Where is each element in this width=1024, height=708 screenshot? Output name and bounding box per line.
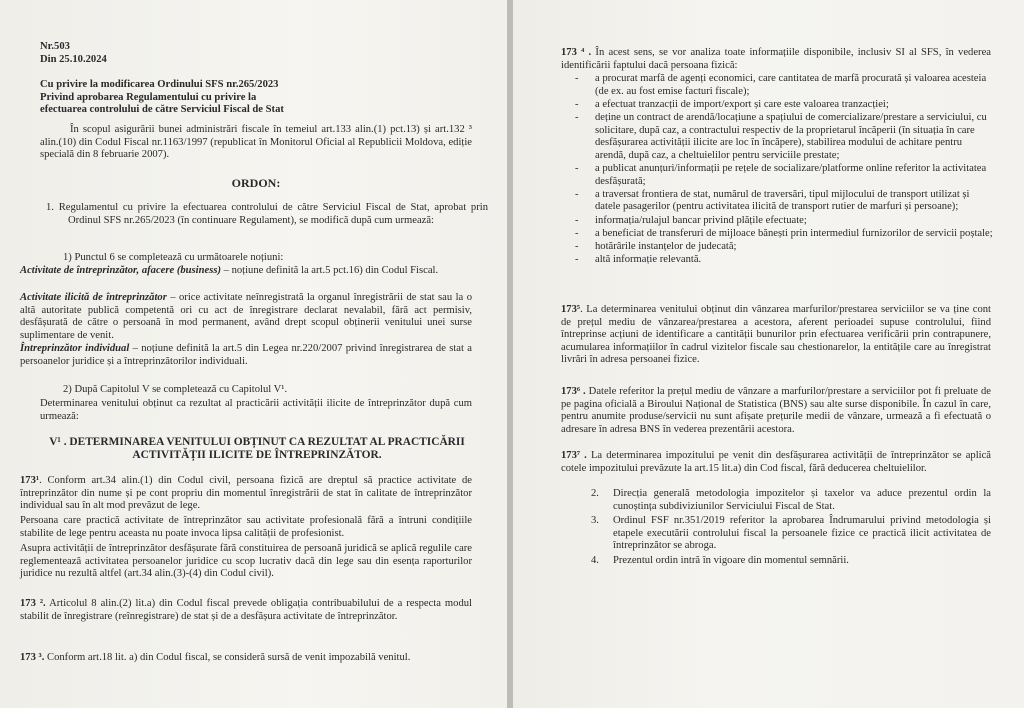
article-173-3-number: 173 ³. xyxy=(20,652,45,663)
article-173-4-number: 173 ⁴ . xyxy=(561,47,592,58)
item-1: 1. Regulamentul cu privire la efectuarea controlului de către Serviciul Fiscal de Stat, aprobat prin Ordinul SFS nr.265/2023 (în continuare Regulament), se modifică după cum urmează: xyxy=(46,202,488,226)
list-item: - a procurat marfă de agenți economici, care cantitatea de marfă procurată și valoarea acesteia (de ex. au fost emise facturi fiscale); xyxy=(575,73,987,97)
point-2-text: Determinarea venitului obținut ca rezultat al practicării activității ilicite de întreprinzător după cum urmează: xyxy=(40,398,472,422)
list-item: - hotărârile instanțelor de judecată; xyxy=(575,240,737,252)
article-173-7-text: La determinarea impozitului pe venit din desfășurarea activității de întreprinzător se aplică cotele impozitului prevăzute la art.15 lit.a) din Cod fiscal, fără deducerea cheltuielilor. xyxy=(561,450,991,474)
definition-2-text: – orice activitate neînregistrată la organul înregistrării de stat sau la o altă autoritate publică competentă ori cu act de înregistrare declarat nevalabil, fără act permisiv, desfășurată de către o persoană în mod permanent, având drept scopul obținerii venitului unei surse suplimentare de venit. xyxy=(20,292,472,341)
article-173-3 xyxy=(20,652,472,665)
chapter-title: V¹ . DETERMINAREA VENITULUI OBȚINUT CA REZULTAT AL PRACTICĂRII ACTIVITĂȚII ILICITE DE ÎNTREPRINZĂTOR. xyxy=(49,436,465,462)
article-173-1-number: 173¹ xyxy=(20,475,40,486)
point-2: 2) După Capitolul V se completează cu Capitolul V¹. xyxy=(63,384,288,395)
article-173-3-text: Conform art.18 lit. a) din Codul fiscal, se consideră sursă de venit impozabilă venitul. xyxy=(44,652,411,663)
point-1: 1) Punctul 6 se completează cu următoarele noțiuni: xyxy=(63,252,284,263)
definition-3-text: – noțiune definită la art.5 din Legea nr.220/2007 privind înregistrarea de stat a persoanelor juridice și a întreprinzătorilor individuali. xyxy=(20,343,472,367)
intro-paragraph: În scopul asigurării bunei administrări fiscale în temeiul art.133 alin.(1) pct.13) și art.132 ³ alin.(10) din Codul Fiscal nr.1163/1997 (republicat în Monitorul Oficial al Republicii Moldova, ediție specială din 8 februarie 2007). xyxy=(40,124,472,161)
article-173-5 xyxy=(561,304,991,367)
article-173-2-text: Articolul 8 alin.(2) lit.a) din Codul fiscal prevede obligația contribuabilului de a respecta modul stabilit de înregistrare (reînregistrare) de stat și de a desfășura activitate de întreprinzător. xyxy=(20,598,472,622)
article-173-7 xyxy=(561,450,991,475)
article-173-6 xyxy=(561,386,991,436)
article-173-5-number: 173⁵ xyxy=(561,304,581,315)
definition-3-term: Întreprinzător individual xyxy=(20,343,130,354)
article-173-1-para-2: Persoana care practică activitate de întreprinzător sau activitate profesională fără a întruni condițiile stabilite de lege pentru aceasta nu poate invoca lipsa calității de profesionist. xyxy=(20,515,472,539)
ordon-heading: ORDON: xyxy=(231,176,281,190)
list-item: - a traversat frontiera de stat, numărul de traversări, tipul mijlocului de transport utilizat și datele pasagerilor (pentru activitatea ilicită de transport rutier de marfuri și persoane); xyxy=(575,188,970,213)
article-173-4-list xyxy=(575,73,993,267)
order-number: Nr.503 xyxy=(40,41,70,52)
subject-line-1: Cu privire la modificarea Ordinului SFS nr.265/2023 xyxy=(40,79,279,90)
article-173-2 xyxy=(20,598,472,623)
article-173-5-text: . La determinarea venitului obținut din vânzarea marfurilor/prestarea serviciilor se va ține cont de prețul mediu de vânzarea/prestarea a acestora, aferent perioadei supuse controlului, fiind întreprinse acțiuni de identificare a cantității bunurilor prin efectuarea verificării prin contrapunere, acumularea informațiilor în cadrul vizitelor fiscale sau chestionarelor, la entitățile care au înregistrat livrări în adresa persoanei fizice. xyxy=(561,304,991,366)
definition-1-text: – noțiune definită la art.5 pct.16) din Codul Fiscal. xyxy=(220,265,439,276)
article-173-4-text: În acest sens, se vor analiza toate informațiile disponibile, inclusiv SI al SFS, în vederea identificării faptului dacă persoana fizică: xyxy=(561,47,991,71)
order-date: Din 25.10.2024 xyxy=(40,54,107,65)
article-173-4 xyxy=(561,47,991,72)
list-item: - a publicat anunțuri/informații pe rețele de socializare/platforme online referitor la activitatea desfășurată; xyxy=(575,162,987,187)
article-173-6-number: 173⁶ . xyxy=(561,386,586,397)
left-page xyxy=(0,0,507,708)
list-item: - a beneficiat de transferuri de mijloace bănești prin intermediul furnizorilor de servicii poștale; xyxy=(575,227,993,239)
definition-1 xyxy=(20,265,472,278)
article-173-2-number: 173 ². xyxy=(20,598,46,609)
subject-line-2: Privind aprobarea Regulamentului cu privire la xyxy=(40,91,257,103)
order-subject xyxy=(40,79,460,117)
final-item-2: 2. Direcția generală metodologia impozitelor și taxelor va aduce prezentul ordin la cunoștința subdiviziunilor Serviciului Fiscal de Stat. xyxy=(591,488,991,512)
list-item: - altă informație relevantă. xyxy=(575,254,702,266)
final-item-4: 4. Prezentul ordin intră în vigoare din momentul semnării. xyxy=(591,554,849,566)
final-items xyxy=(591,488,991,568)
definition-3 xyxy=(20,343,472,368)
list-item: - a efectuat tranzacții de import/export și care este valoarea tranzacției; xyxy=(575,98,889,110)
list-item: - deține un contract de arendă/locațiune a spațiului de comercializare/prestare a serviciului, cu solicitare, după caz, a contractului respectiv de la proprietarul încăperii (în situația în care desfășurarea activității ilicite are loc în încăpere), stabilirea modului de achitare pentru arendă, după caz, a cheltuielilor pentru serviciile prestate; xyxy=(575,111,987,161)
article-173-1-para-3: Asupra activității de întreprinzător desfășurate fără constituirea de persoană juridică se aplică regulile care reglementează activitatea persoanelor juridice cu scop lucrativ dacă din lege sau din esența raporturilor juridice nu rezultă altfel (art.34 alin.(3)-(4) din Codul civil). xyxy=(20,543,472,580)
article-173-7-number: 173⁷ . xyxy=(561,450,587,461)
definition-2 xyxy=(20,292,472,342)
final-item-3: 3. Ordinul FSF nr.351/2019 referitor la aprobarea Îndrumarului privind metodologia și etapele executării controlului fiscal la persoanele fizice ce practică ilicit activitatea de întreprinzător se abroga. xyxy=(591,515,991,552)
article-173-6-text: Datele referitor la prețul mediu de vânzare a marfurilor/prestare a serviciilor pot fi preluate de pe pagina oficială a Biroului Național de Statistica (BNS) sau alte surse disponibile. În cazul în care, pentru anumite produse/servicii nu sunt afișate prețurile medii de vânzare, urmează a fi efectuată o adresare în adresa BNS în vederea prezentării acestora. xyxy=(561,386,991,435)
article-173-1 xyxy=(20,475,472,513)
right-page xyxy=(513,0,1024,708)
subject-line-3: efectuarea controlului de către Serviciul Fiscal de Stat xyxy=(40,104,284,116)
list-item: - informația/rulajul bancar privind plățile efectuate; xyxy=(575,214,807,226)
definition-1-term: Activitate de întreprinzător, afacere (business) xyxy=(20,265,221,276)
definition-2-term: Activitate ilicită de întreprinzător xyxy=(20,292,167,303)
article-173-1-text: . Conform art.34 alin.(1) din Codul civil, persoana fizică are dreptul să practice activitate de întreprinzător din nume și pe cont propriu din momentul înregistrării de stat în calitate de întreprinzător individual sau în alt mod prevăzut de lege. xyxy=(20,475,472,512)
